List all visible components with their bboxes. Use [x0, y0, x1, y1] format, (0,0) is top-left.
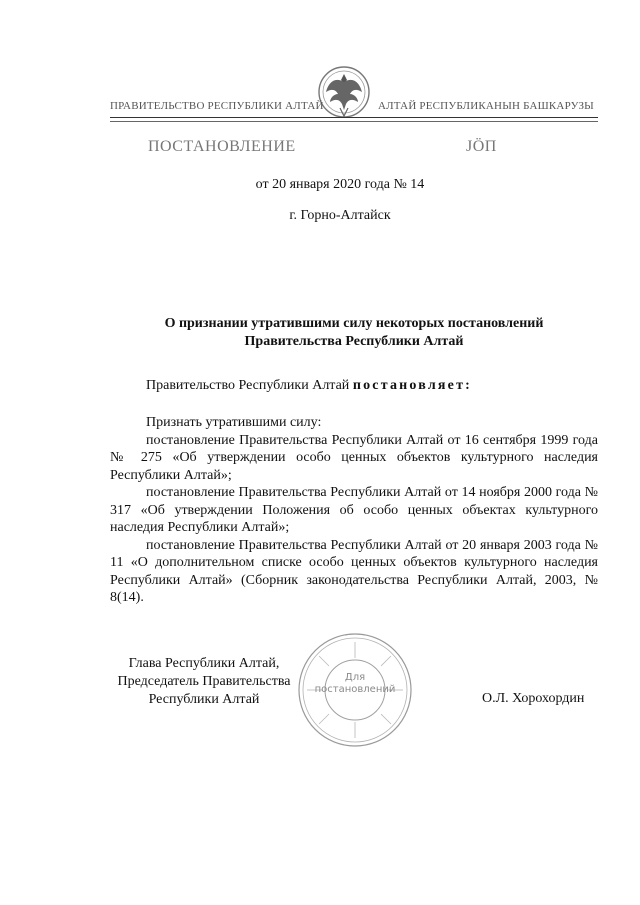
decree-line: [146, 378, 472, 394]
signature-line-1: Глава Республики Алтай,: [128, 656, 280, 671]
header-right-title: АЛТАЙ РЕСПУБЛИКАНЫН БАШКАРУЗЫ: [378, 100, 594, 112]
document-city: г. Горно-Алтайск: [289, 208, 391, 223]
signer-name: О.Л. Хорохордин: [482, 691, 585, 706]
document-title: [110, 315, 598, 351]
stamp-label: Для постановлений: [314, 672, 396, 695]
decree-verb: постановляет:: [352, 378, 473, 393]
doc-type-russian: ПОСТАНОВЛЕНИЕ: [148, 138, 296, 155]
title-line-2: Правительства Республики Алтай: [244, 334, 464, 349]
title-line-1: О признании утратившими силу некоторых постановлений: [164, 316, 544, 331]
document-date: от 20 января 2020 года № 14: [255, 177, 425, 192]
decree-subject: Правительство Республики Алтай: [146, 378, 350, 393]
body-item: постановление Правительства Республики Алтай от 14 ноября 2000 года № 317 «Об утверждении Положения об особо ценных объектах культурного наследия Республики Алтай»;: [110, 485, 598, 535]
eagle-emblem-icon: [316, 62, 372, 124]
body-item: постановление Правительства Республики Алтай от 16 сентября 1999 года № 275 «Об утверждении особо ценных объектов культурного наследия Республики Алтай»;: [110, 432, 598, 483]
signature-line-3: Республики Алтай: [148, 692, 260, 707]
signature-line-2: Председатель Правительства: [117, 674, 291, 689]
header-divider: [110, 117, 598, 118]
body-intro: Признать утратившими силу:: [146, 415, 322, 430]
signature-position: [104, 655, 304, 709]
doc-type-altai: JÖП: [466, 138, 497, 155]
header-left-title: ПРАВИТЕЛЬСТВО РЕСПУБЛИКИ АЛТАЙ: [110, 100, 324, 112]
header-divider-thin: [110, 121, 598, 122]
document-body: [110, 414, 598, 607]
body-item: постановление Правительства Республики Алтай от 20 января 2003 года № 11 «О дополнительном списке особо ценных объектов культурного наследия Республики Алтай» (Сборник законодательства Республики Алтай, 2003, № 8(14).: [110, 537, 598, 605]
